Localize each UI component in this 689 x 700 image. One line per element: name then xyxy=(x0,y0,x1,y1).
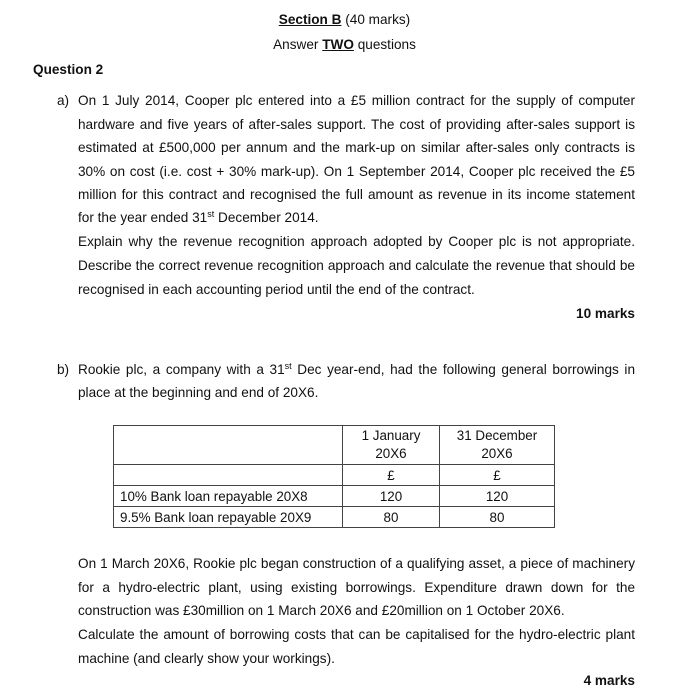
text-line: On 1 July 2014, Cooper plc entered into a £5 million contract for the supply of computer xyxy=(78,93,635,108)
text-line: hardware and five years of after-sales support. The cost of providing after-sales support is xyxy=(78,117,635,132)
text-line: recognised in each accounting period until the end of the contract. xyxy=(78,282,475,297)
text-line: Describe the correct revenue recognition approach and calculate the revenue that should be xyxy=(78,258,635,273)
column-header: 1 January 20X6 xyxy=(343,426,440,465)
part-b-label: b) xyxy=(57,362,70,377)
text-line: million for this contract and recognised the full amount as revenue in its income statement xyxy=(78,187,635,202)
text-line: for a hydro-electric plant, using existing borrowings. Expenditure drawn down for the xyxy=(78,580,635,595)
currency-row: £ £ xyxy=(114,465,555,486)
text-line: place at the beginning and end of 20X6. xyxy=(78,385,319,400)
part-a-label: a) xyxy=(57,93,70,108)
text-line: construction was £30million on 1 March 20X6 and £20million on 1 October 20X6. xyxy=(78,603,565,618)
part-b-marks: 4 marks xyxy=(583,673,635,688)
text-line: for the year ended 31st December 2014. xyxy=(78,209,319,225)
section-heading: Section B (40 marks) xyxy=(278,12,411,27)
table-row: 9.5% Bank loan repayable 20X9 80 80 xyxy=(114,507,555,528)
part-a-marks: 10 marks xyxy=(576,306,635,321)
text-line: Calculate the amount of borrowing costs that can be capitalised for the hydro-electric plant xyxy=(78,627,635,642)
answer-instruction: Answer TWO questions xyxy=(273,37,416,52)
column-header: 31 December 20X6 xyxy=(440,426,555,465)
text-line: estimated at £500,000 per annum and the mark-up on similar after-sales only contracts is xyxy=(78,140,635,155)
text-line: On 1 March 20X6, Rookie plc began construction of a qualifying asset, a piece of machinery xyxy=(78,556,635,571)
text-line: machine (and clearly show your workings). xyxy=(78,651,335,666)
text-line: 30% on cost (i.e. cost + 30% mark-up). On 1 September 2014, Cooper plc received the £5 xyxy=(78,164,635,179)
text-line: Explain why the revenue recognition approach adopted by Cooper plc is not appropriate. xyxy=(78,234,635,249)
question-title: Question 2 xyxy=(33,62,104,77)
borrowings-table xyxy=(113,425,555,528)
table-header-row xyxy=(114,426,555,465)
text-line: Rookie plc, a company with a 31st Dec year-end, had the following general borrowings in xyxy=(78,361,636,377)
table-row: 10% Bank loan repayable 20X8 120 120 xyxy=(114,486,555,507)
